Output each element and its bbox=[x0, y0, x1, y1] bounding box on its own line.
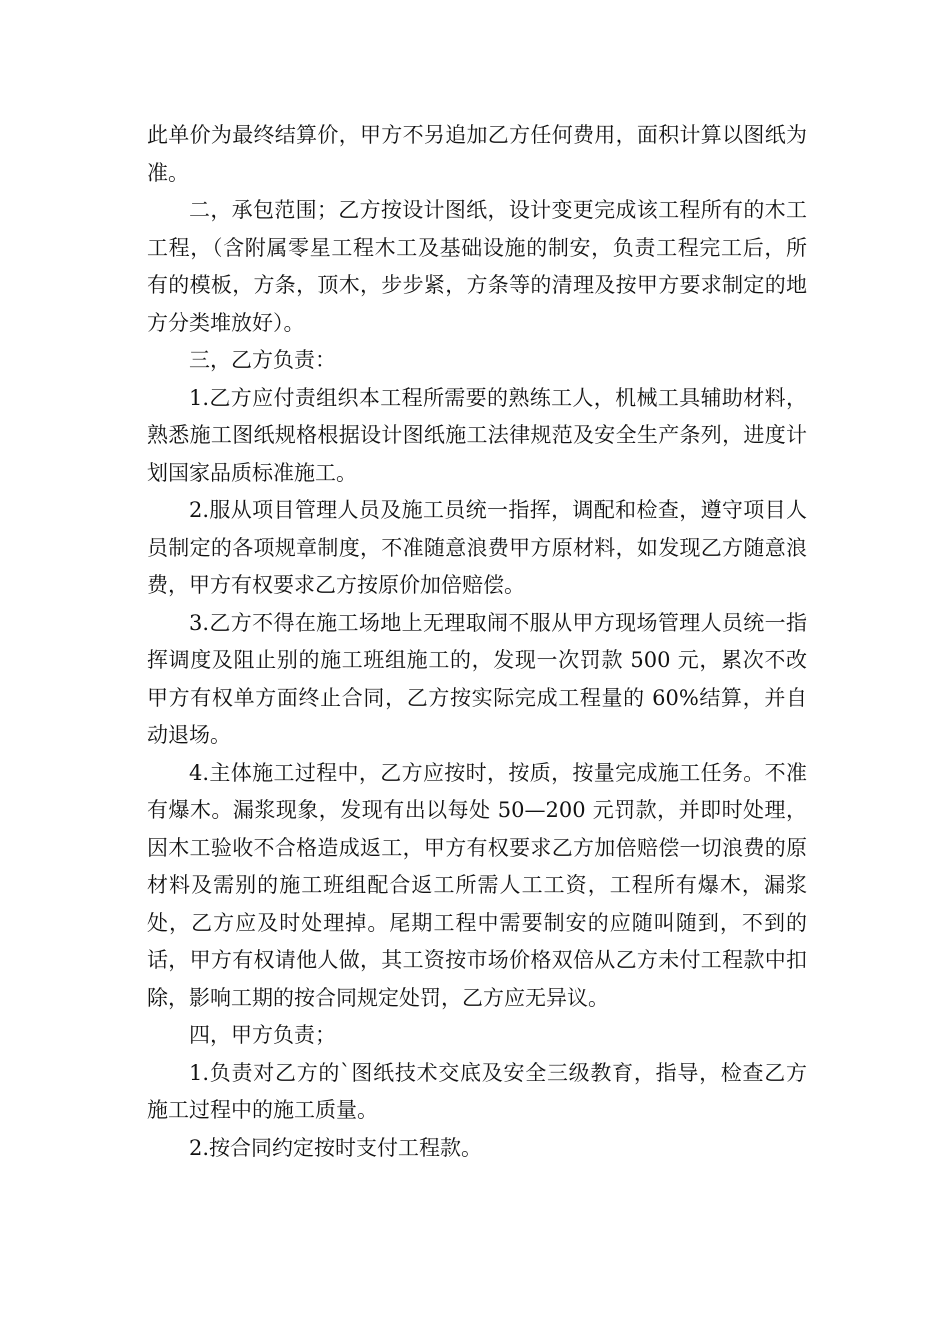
clause-b-1: 1.乙方应付责组织本工程所需要的熟练工人，机械工具辅助材料，熟悉施工图纸规格根据设计图纸施工法律规范及安全生产条列，进度计划国家品质标准施工。 bbox=[147, 385, 807, 485]
clause-b-2: 2.服从项目管理人员及施工员统一指挥，调配和检查，遵守项目人员制定的各项规章制度，不准随意浪费甲方原材料，如发现乙方随意浪费，甲方有权要求乙方按原价加倍赔偿。 bbox=[147, 498, 807, 597]
clause-a-2: 2.按合同约定按时支付工程款。 bbox=[189, 1135, 483, 1160]
heading-party-b-duties: 三，乙方负责： bbox=[189, 348, 336, 372]
paragraph-unit-price: 此单价为最终结算价，甲方不另追加乙方任何费用，面积计算以图纸为准。 bbox=[147, 123, 807, 185]
paragraph-scope: 二，承包范围；乙方按设计图纸，设计变更完成该工程所有的木工工程，（含附属零星工程木工及基础设施的制安，负责工程完工后，所有的模板，方条，顶木，步步紧，方条等的清理及按甲方要求制定的地方分类堆放好）。 bbox=[147, 198, 807, 335]
document-body bbox=[147, 117, 807, 1167]
clause-a-1: 1.负责对乙方的`图纸技术交底及安全三级教育，指导，检查乙方施工过程中的施工质量。 bbox=[147, 1060, 807, 1122]
clause-b-4: 4.主体施工过程中，乙方应按时，按质，按量完成施工任务。不准有爆木。漏浆现象，发现有出以每处 50—200 元罚款，并即时处理，因木工验收不合格造成返工，甲方有权要求乙方加倍赔偿一切浪费的原材料及需别的施工班组配合返工所需人工工资，工程所有爆木，漏浆处，乙方应及时处理掉。尾期工程中需要制安的应随叫随到，不到的话，甲方有权请他人做，其工资按市场价格双倍从乙方未付工程款中扣除，影响工期的按合同规定处罚，乙方应无异议。 bbox=[147, 760, 807, 1010]
clause-b-3: 3.乙方不得在施工场地上无理取闹不服从甲方现场管理人员统一指挥调度及阻止别的施工班组施工的，发现一次罚款 500 元，累次不改甲方有权单方面终止合同，乙方按实际完成工程量的 60%结算，并自动退场。 bbox=[147, 610, 807, 747]
heading-party-a-duties: 四，甲方负责； bbox=[189, 1023, 336, 1047]
